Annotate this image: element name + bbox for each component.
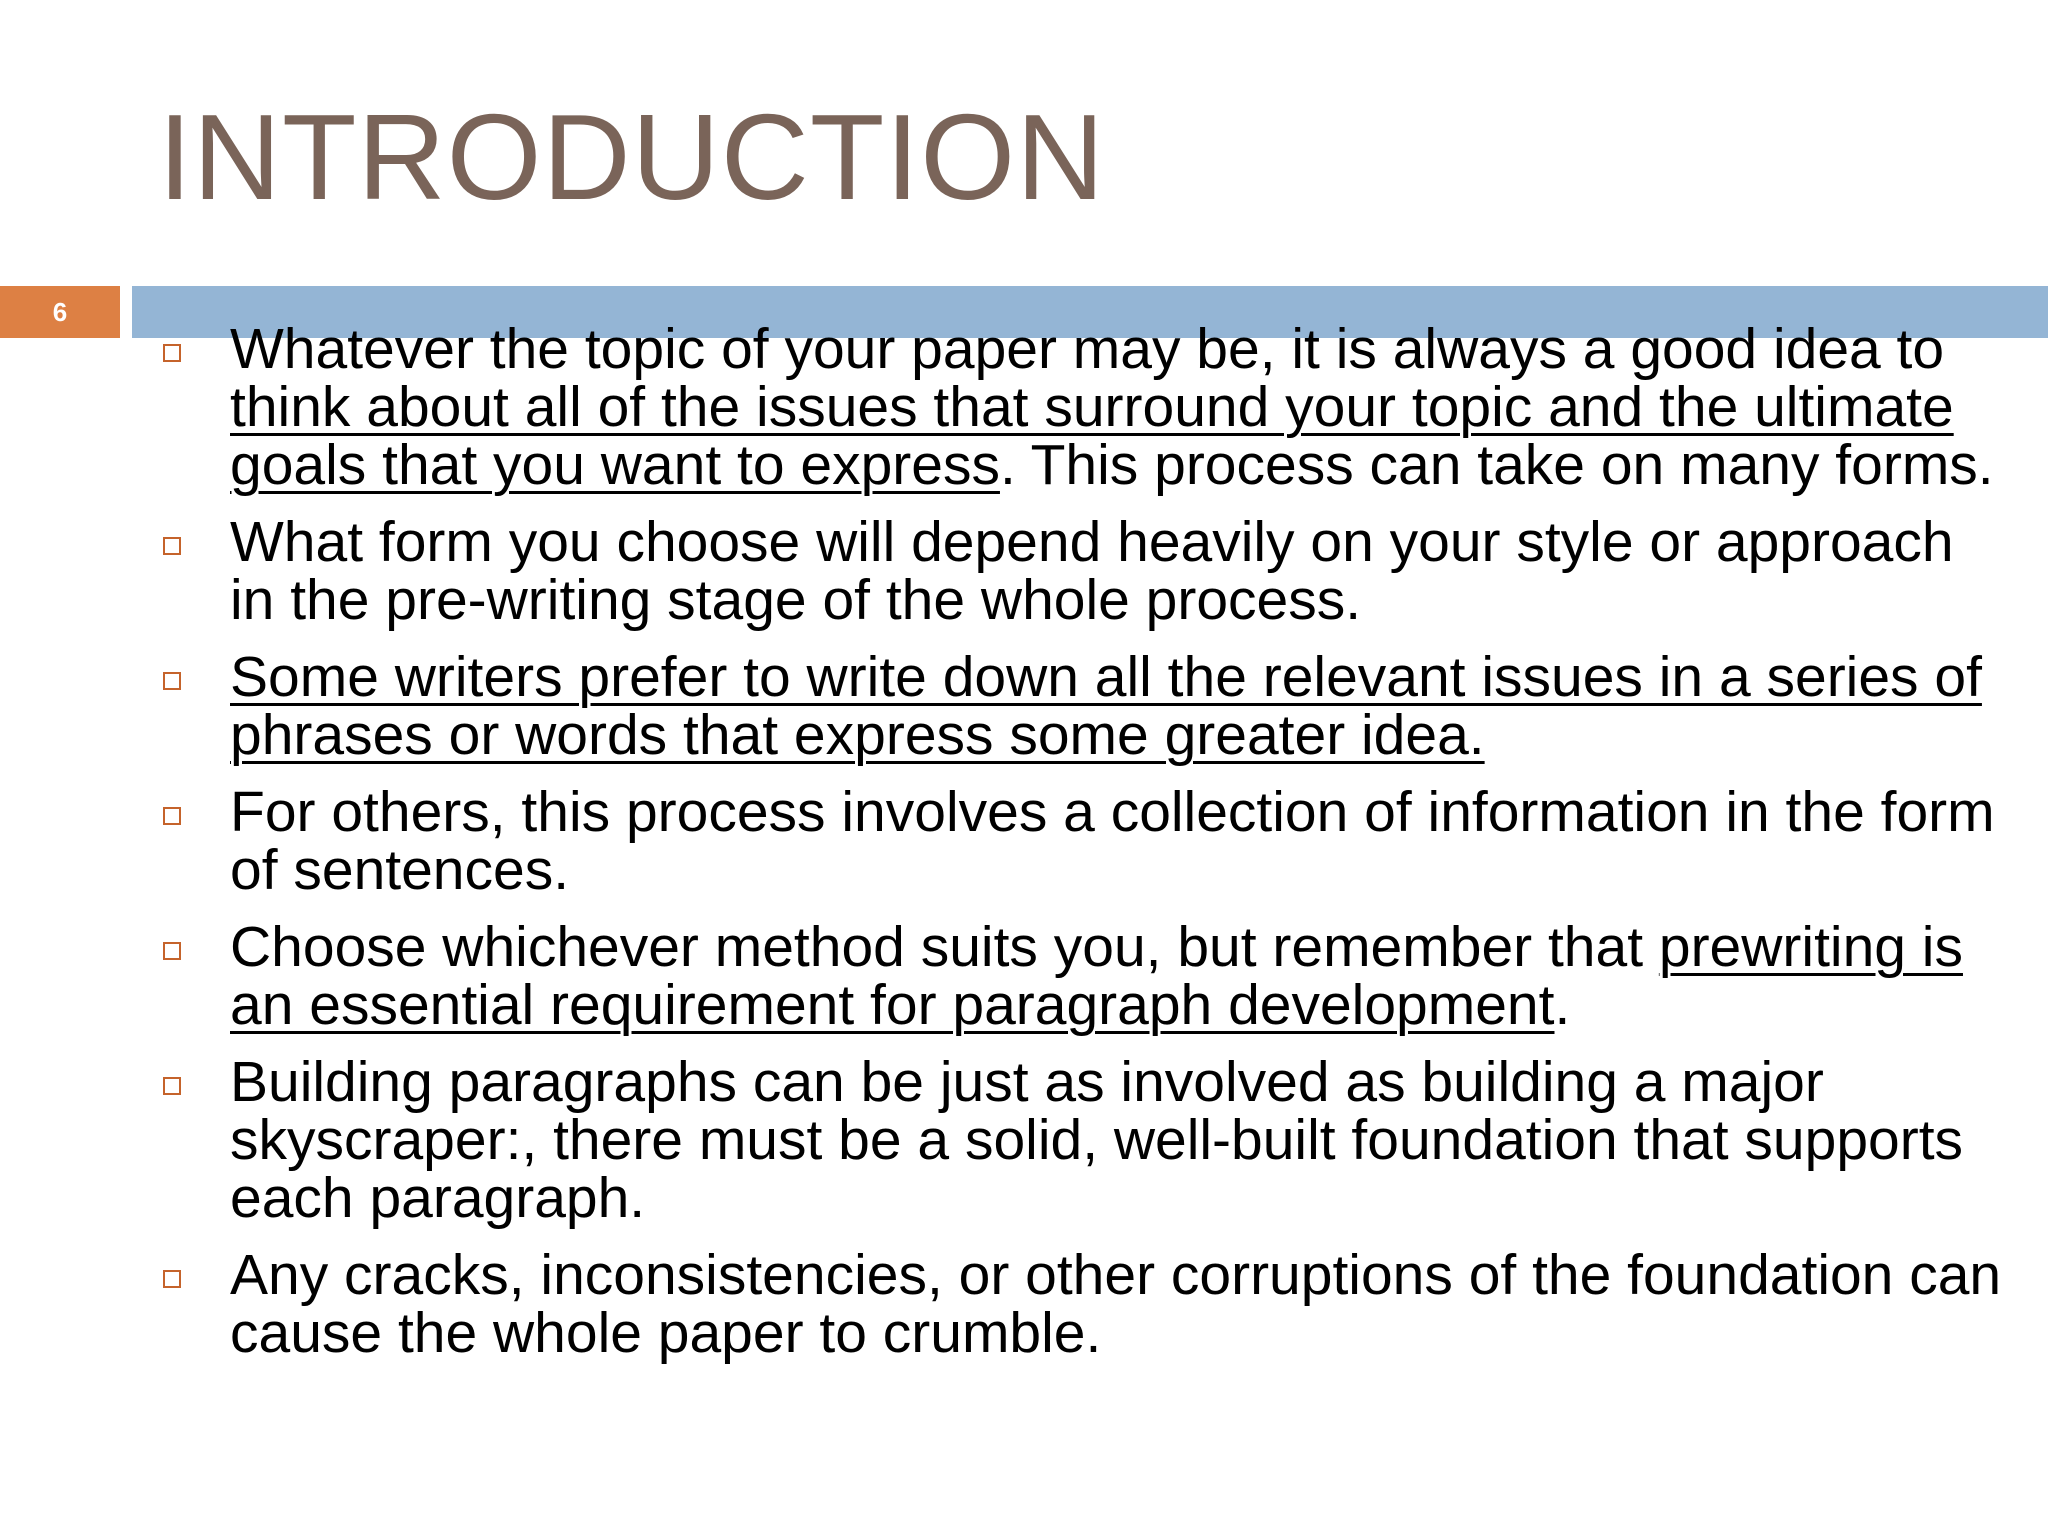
bullet-item [0, 645, 2048, 767]
slide-number: 6 [0, 286, 120, 338]
bullet-item [0, 317, 2048, 497]
square-bullet-icon [163, 344, 181, 362]
bullet-text [230, 510, 1954, 632]
bullet-segment: Building paragraphs can be just as involved as building a major skyscraper:, there must be a solid, well-built foundation that supports each paragraph. [230, 1050, 1964, 1230]
bullet-text [230, 915, 1963, 1037]
bullet-text [230, 1243, 2001, 1365]
bullet-text [230, 1050, 1963, 1230]
square-bullet-icon [163, 537, 181, 555]
bullet-segment: Whatever the topic of your paper may be, it is always a good idea to [230, 317, 1945, 381]
bullet-item [0, 1050, 2048, 1230]
bullet-segment: Choose whichever method suits you, but remember that [230, 915, 1659, 979]
square-bullet-icon [163, 1077, 181, 1095]
bullet-item [0, 915, 2048, 1037]
bullet-segment-underlined: think about all of the issues that surround your topic and the ultimate goals that you want to express [230, 375, 1954, 497]
bullet-item [0, 510, 2048, 632]
bullet-segment: For others, this process involves a collection of information in the form of sentences. [230, 780, 1995, 902]
bullet-segment: . This process can take on many forms. [999, 433, 1994, 497]
square-bullet-icon [163, 807, 181, 825]
bullet-text [230, 645, 1982, 767]
square-bullet-icon [163, 942, 181, 960]
bullet-list [0, 317, 2048, 1381]
bullet-text [230, 317, 1994, 497]
slide-title: INTRODUCTION [158, 89, 1106, 225]
square-bullet-icon [163, 1270, 181, 1288]
bullet-segment: What form you choose will depend heavily on your style or approach in the pre-writing stage of the whole process. [230, 510, 1954, 632]
bullet-segment: Any cracks, inconsistencies, or other corruptions of the foundation can cause the whole paper to crumble. [230, 1243, 2002, 1365]
bullet-segment-underlined: Some writers prefer to write down all the relevant issues in a series of phrases or words that express some greater idea. [230, 645, 1982, 767]
bullet-segment-underlined: prewriting is an essential requirement for paragraph development [230, 915, 1963, 1037]
bullet-item [0, 780, 2048, 902]
bullet-segment: . [1554, 973, 1571, 1037]
bullet-text [230, 780, 1995, 902]
square-bullet-icon [163, 672, 181, 690]
bullet-item [0, 1243, 2048, 1365]
